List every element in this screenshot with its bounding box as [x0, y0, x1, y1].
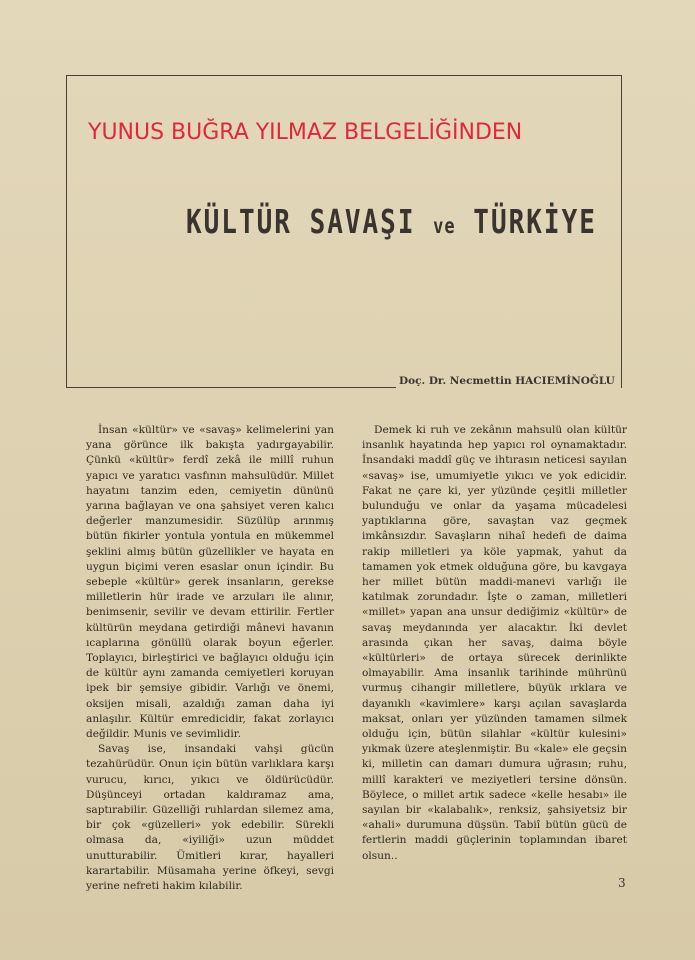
paragraph: Savaş ise, insandaki vahşi gücün tezahürüdür. Onun için bütün varlıklara karşı vurucu, kırıcı, yıkıcı ve öldürücüdür. Düşünceyi ortadan kaldıramaz ama, saptırabilir. Güzelliği ruhlardan silemez ama, bir çok «güzelleri» yok edebilir. Sürekli olmasa da, «iyiliği» uzun müddet unutturabilir. Ümitleri kırar, hayalleri karartabilir. Müsamaha yerine öfkeyi, sevgi yerine nefreti hakim kılabilir.: [86, 743, 334, 893]
frame-right-rule: [621, 75, 622, 380]
frame-left-rule: [66, 75, 67, 388]
left-text-column: [86, 423, 334, 894]
paragraph: Demek ki ruh ve zekânın mahsulü olan kültür insanlık hayatında hep yapıcı rol oynamaktadır. İnsandaki maddî güç ve ihtırasın neticesi sayılan «savaş» ise, umumiyetle yıkıcı ve yok edicidir. Fakat ne çare ki, yer yüzünde çeşitli milletler bulunduğu ve onlar da yaşama mücadelesi yaptıklarına göre, savaştan vaz geçmek imkânsızdır. Savaşların nihaî hedefi de daima rakip milletleri ya köle yapmak, yahut da tamamen yok etmek olduğuna göre, bu kavgaya her millet bütün maddi-manevi varlığı ile katılmak zorundadır. İşte o zaman, milletleri «millet» yapan ana unsur dediğimiz «kültür» de savaş meydanında yer alacaktır. İki devlet arasında çıkan her savaş, daima böyle «kültürleri» de ortaya sürecek derinlikte olmayabilir. Ama insanlık tarihinde mührünü vurmuş cihangir milletlere, büyük ırklara ve dayanıklı «kavimlere» karşı açılan savaşlarda maksat, onları yer yüzünden tamamen silmek olduğu için, bütün silahlar «kültür kulesini» yıkmak üzere ateşlenmiştir. Bu «kale» ele geçsin ki, milletin can damarı dumura uğrasın; ruhu, millî karakteri ve meziyetleri tersine dönsün. Böylece, o millet artık sadece «kelle hesabı» ile sayılan bir «kalabalık», renksiz, şahsiyetsiz bir «ahali» durumuna düşsün. Tabiî bütün gücü de fertlerin maddi güçlerinin toplamından ibaret olsun..: [362, 424, 627, 862]
article-title: [186, 204, 597, 242]
paragraph: İnsan «kültür» ve «savaş» kelimelerini yan yana görünce ilk bakışta yadırgayabilir. Çünkü «kültür» ferdî zekâ ile millî ruhun yapıcı ve yaratıcı vasfının mahsulüdür. Millet hayatını tanzim eden, cemiyetin dününü yarına bağlayan ve ona şahsiyet veren kalıcı değerler manzumesidir. Süzülüp arınmış bütün fikirler yontula yontula en mükemmel şeklini almış bütün güzellikler ve hayata en uygun biçimi veren esaslar onun içindir. Bu sebeple «kültür» gerek insanların, gerekse milletlerin hür irade ve arzuları ile alınır, benimsenir, sevilir ve devam ettirilir. Fertler kültürün meydana getirdiği mânevi havanın ıcaplarına gönüllü olarak boyun eğerler. Toplayıcı, birleştirici ve bağlayıcı olduğu için de kültür aynı zamanda cemiyetleri koruyan ipek bir şemsiye gibidir. Varlığı ve önemi, oksijen misali, azaldığı zaman daha iyi anlaşılır. Kültür emredicidir, fakat zorlayıcı değildir. Munis ve sevimlidir.: [86, 424, 334, 741]
title-connector: ve: [433, 214, 456, 239]
title-part-1: KÜLTÜR SAVAŞI: [186, 204, 416, 242]
frame-bottom-rule: [66, 387, 396, 388]
author-byline: Doç. Dr. Necmettin HACIEMİNOĞLU: [399, 375, 615, 387]
frame-top-rule: [66, 75, 622, 76]
title-part-2: TÜRKİYE: [473, 204, 597, 242]
frame-corner-tick: [621, 375, 622, 388]
archive-watermark: YUNUS BUĞRA YILMAZ BELGELİĞİNDEN: [88, 120, 523, 145]
right-text-column: [362, 423, 627, 864]
page-number: 3: [618, 876, 626, 890]
